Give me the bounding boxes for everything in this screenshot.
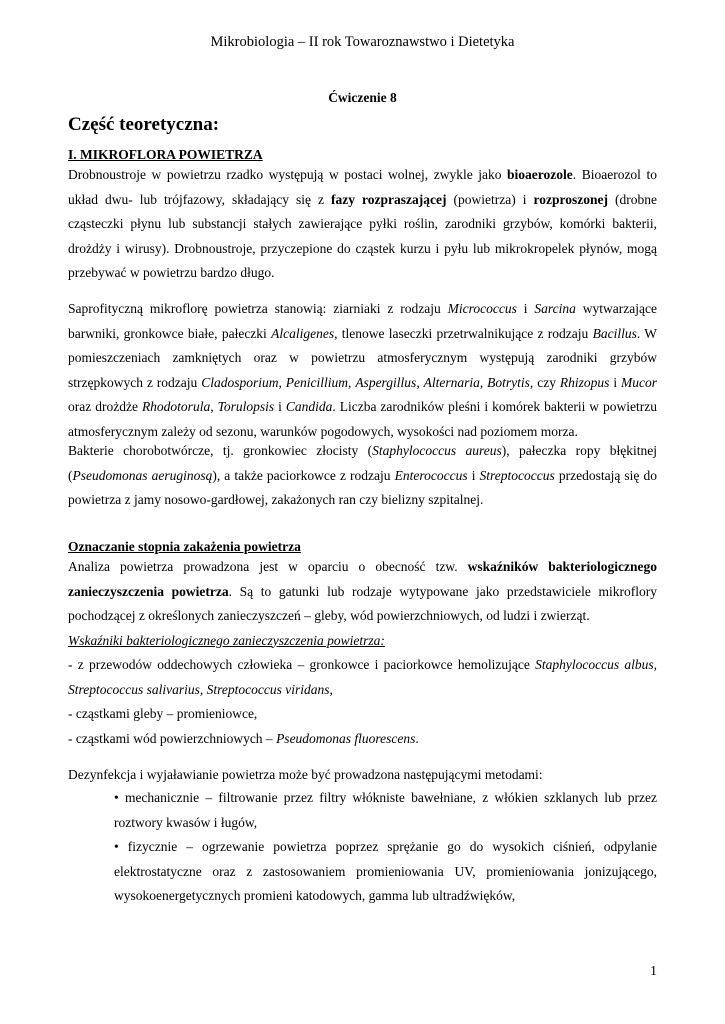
indicator-line-soil: - cząstkami gleby – promieniowce, [68,706,258,721]
indicator-line-water: - cząstkami wód powierzchniowych – Pseudomonas fluorescens. [68,730,419,746]
part-title: Część teoretyczna: [68,114,220,135]
subheading-indicators: Wskaźniki bakteriologicznego zanieczyszczenia powietrza: [68,632,385,648]
list-item: • fizycznie – ogrzewanie powietrza poprzez sprężanie go do wysokich ciśnień, odpylanie elektrostatyczne oraz z zastosowaniem promieniowania UV, promieniowania jonizującego, wysokoenergetycznych promieni katodowych, gamma lub ultradźwięków, [114,839,657,903]
paragraph-pathogenic-bacteria: Bakterie chorobotwórcze, tj. gronkowiec złocisty (Staphylococcus aureus), pałeczka ropy błękitnej (Pseudomonas aeruginosą), a także paciorkowce z rodzaju Enterococcus i Streptococcus przedostają się do powietrza z jamy nosowo-gardłowej, zakażonych ran czy bielizny szpitalnej. [68,443,658,507]
indicator-line-respiratory: - z przewodów oddechowych człowieka – gronkowce i paciorkowce hemolizujące Staphylococcus albus, Streptococcus salivarius, Streptococcus viridans, [68,657,657,697]
exercise-title: Ćwiczenie 8 [328,90,397,105]
list-item: • mechanicznie – filtrowanie przez filtry włókniste bawełniane, z włókien szklanych lub przez roztwory kwasów i ługów, [114,790,657,830]
section-heading-air-contamination: Oznaczanie stopnia zakażenia powietrza [68,539,301,554]
paragraph-bioaerosols: Drobnoustroje w powietrzu rzadko występują w postaci wolnej, zwykle jako bioaerozole. Bioaerozol to układ dwu- lub trójfazowy, składający się z fazy rozpraszającej (powietrza) i rozproszonej (drobne cząsteczki płynu lub substancji stałych zawierające pyłki roślin, zarodniki grzybów, komórki bakterii, drożdży i wirusy). Drobnoustroje, przyczepione do cząstek kurzu i pyłu lub mikrokropelek płynów, mogą przebywać w powietrzu bardzo długo. [68,167,657,280]
paragraph-disinfection-intro: Dezynfekcja i wyjaławianie powietrza może być prowadzona następującymi metodami: [68,767,543,782]
paragraph-contamination-indicators: Analiza powietrza prowadzona jest w oparciu o obecność tzw. wskaźników bakteriologicznego zanieczyszczenia powietrza. Są to gatunki lub rodzaje wytypowane jako przedstawiciele mikroflory pochodzącej z określonych zanieczyszczeń – gleby, wód powierzchniowych, od ludzi i zwierząt. Wskaźniki bakteriologicznego zanieczyszczenia powietrza: - z przewodów oddechowych człowieka – gronkowce i paciorkowce hemolizujące Staphylococcus albus, Streptococcus salivarius, Streptococcus viridans, - cząstkami gleby – promieniowce, - cząstkami wód powierzchniowych – Pseudomonas fluorescens. [68,555,657,751]
section-heading-microflora: I. MIKROFLORA POWIETRZA [68,147,263,162]
disinfection-methods-list [114,786,657,909]
paragraph-saprophytic-microflora: Saprofityczną mikroflorę powietrza stanowią: ziarniaki z rodzaju Micrococcus i Sarcina wytwarzające barwniki, gronkowce białe, pałeczki Alcaligenes, tlenowe laseczki przetrwalnikujące z rodzaju Bacillus. W pomieszczeniach zamkniętych oraz w powietrzu atmosferycznym występują zarodniki grzybów strzępkowych z rodzaju Cladosporium, Penicillium, Aspergillus, Alternaria, Botrytis, czy Rhizopus i Mucor oraz drożdże Rhodotorula, Torulopsis i Candida. Liczba zarodników pleśni i komórek bakterii w powietrzu atmosferycznym zależy od sezonu, warunków pogodowych, wysokości nad poziomem morza. [68,301,658,439]
running-header: Mikrobiologia – II rok Towaroznawstwo i Dietetyka [210,34,515,50]
page-number: 1 [650,964,657,979]
